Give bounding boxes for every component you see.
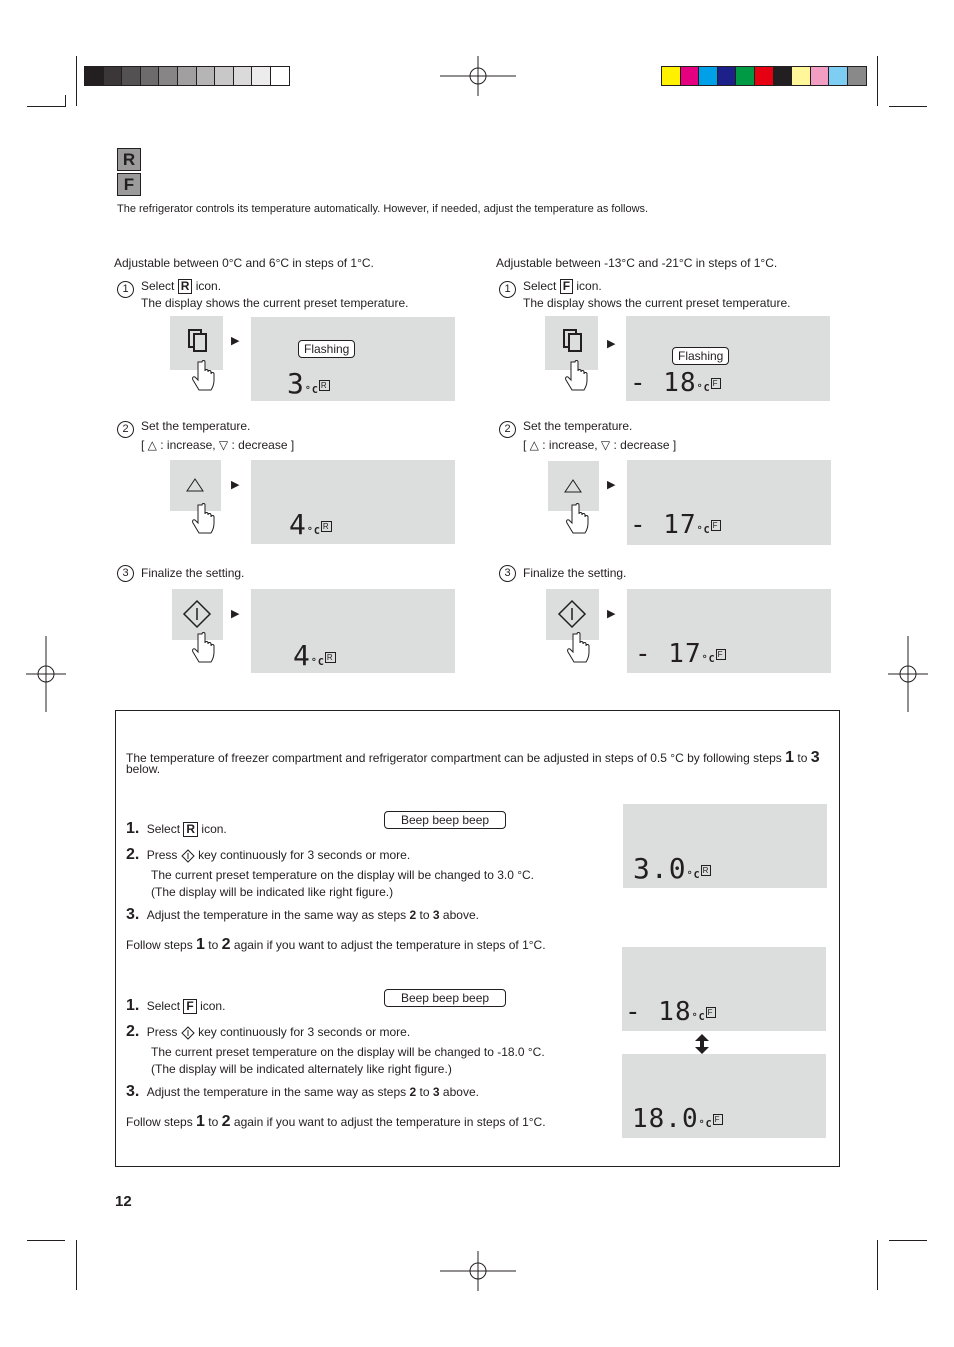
crop-mark: [65, 95, 66, 107]
arrow-right-icon: ▶: [231, 335, 240, 347]
left-step2-text: Set the temperature.: [141, 419, 251, 433]
box-intro-step-num: 3: [810, 749, 820, 766]
lcd-tag: R: [322, 521, 330, 531]
right-range-text: Adjustable between -13°C and -21°C in steps of 1°C.: [496, 256, 778, 270]
hand-pointer-icon: [565, 360, 591, 396]
lcd-unit: °C: [686, 870, 701, 881]
lcd-unit: °C: [310, 657, 325, 668]
lcd-value: - 18: [630, 368, 697, 398]
r-step-number: 3.: [126, 906, 140, 923]
left-step-number: 2: [117, 421, 134, 438]
left-step3-text: Finalize the setting.: [141, 566, 245, 580]
process-swatch: [848, 67, 866, 85]
box-intro-below: below.: [126, 762, 161, 776]
freezer-key-icon: F: [183, 999, 196, 1014]
left-range-text: Adjustable between 0°C and 6°C in steps of 1°C.: [114, 256, 374, 270]
gray-swatch: [122, 67, 140, 85]
crop-mark: [877, 1240, 878, 1290]
gray-swatch: [197, 67, 215, 85]
process-swatch: [699, 67, 717, 85]
process-swatch: [811, 67, 829, 85]
r-step3-num: 3: [432, 908, 440, 922]
process-swatch: [829, 67, 847, 85]
crop-mark: [889, 106, 927, 107]
box-intro: [126, 749, 832, 776]
f-step-number: 3.: [126, 1083, 140, 1100]
crop-mark: [889, 1240, 927, 1241]
crop-mark: [877, 56, 878, 106]
r-step3-to: to: [419, 908, 430, 922]
r-follow: [126, 936, 546, 954]
registration-mark: [888, 636, 928, 712]
lcd-unit: °C: [696, 525, 711, 536]
gray-swatch: [104, 67, 122, 85]
hand-pointer-icon: [567, 632, 593, 668]
gray-swatch: [178, 67, 196, 85]
r-follow-text: Follow steps: [126, 938, 193, 952]
r-follow-num: 2: [221, 936, 231, 953]
r-step1-select: Select: [146, 822, 181, 836]
lcd-display: [630, 510, 721, 540]
lcd-value: - 17: [635, 639, 702, 669]
freezer-icon: F: [117, 173, 141, 196]
f-step3: [126, 1083, 479, 1101]
left-step-number: 1: [117, 281, 134, 298]
right-step2-keys: [ △ : increase, ▽ : decrease ]: [523, 438, 677, 452]
f-step2: [126, 1023, 410, 1041]
r-step-number: 1.: [126, 820, 140, 837]
lcd-tag: F: [712, 521, 719, 530]
f-step3-num: 3: [432, 1085, 440, 1099]
f-step3-num: 2: [409, 1085, 417, 1099]
r-step2-line3: (The display will be indicated like right figure.): [151, 885, 394, 899]
lcd-tag: R: [702, 865, 710, 875]
r-follow-to: to: [208, 938, 219, 952]
lcd-display: [625, 997, 716, 1027]
f-step1: [126, 997, 225, 1015]
lcd-tag: R: [326, 652, 334, 662]
lcd-value: - 17: [630, 510, 697, 540]
process-swatch: [718, 67, 736, 85]
registration-mark: [440, 56, 516, 96]
refrigerator-icon: R: [117, 148, 141, 171]
f-follow: [126, 1113, 546, 1131]
gray-swatch: [141, 67, 159, 85]
right-step-number: 1: [499, 281, 516, 298]
lcd-tag: F: [712, 379, 719, 388]
refrigerator-key-icon: R: [183, 822, 198, 837]
r-follow-num: 1: [196, 936, 205, 953]
f-step3-above: above.: [442, 1085, 479, 1099]
lcd-display: [630, 368, 721, 398]
lcd-panel: [627, 589, 831, 673]
arrow-right-icon: ▶: [231, 479, 240, 491]
gray-swatch: [271, 67, 289, 85]
gray-swatch: [252, 67, 270, 85]
registration-mark: [440, 1251, 516, 1291]
lcd-display: [635, 639, 726, 669]
process-swatch: [755, 67, 773, 85]
lcd-panel: [627, 460, 831, 545]
hand-pointer-icon: [192, 503, 218, 539]
lcd-panel: [251, 460, 455, 544]
process-swatch: [662, 67, 680, 85]
right-step1-icon-word: icon.: [576, 279, 602, 293]
f-step-number: 2.: [126, 1023, 140, 1040]
left-step-number: 3: [117, 565, 134, 582]
gray-swatch: [85, 67, 103, 85]
lcd-unit: °C: [696, 383, 711, 394]
alternate-arrow-icon: [694, 1034, 710, 1054]
lcd-panel: [623, 804, 827, 888]
r-step2-line2: The current preset temperature on the display will be changed to 3.0 °C.: [151, 868, 535, 882]
process-swatch: [774, 67, 792, 85]
process-swatch: [792, 67, 810, 85]
lcd-tag: F: [714, 1115, 721, 1124]
r-step-number: 2.: [126, 846, 140, 863]
left-step2-keys: [ △ : increase, ▽ : decrease ]: [141, 438, 295, 452]
left-step1-select-text: Select: [141, 279, 175, 293]
r-step3: [126, 906, 479, 924]
f-follow-text: Follow steps: [126, 1115, 193, 1129]
lcd-display: [293, 639, 336, 672]
lcd-value: 4: [293, 639, 311, 672]
f-follow-num: 1: [196, 1113, 205, 1130]
lcd-unit: °C: [304, 385, 319, 396]
arrow-right-icon: ▶: [607, 608, 616, 620]
intro-text: The refrigerator controls its temperature automatically. However, if needed, adjust the temperature as follows.: [117, 203, 649, 215]
f-follow-to: to: [208, 1115, 219, 1129]
flashing-callout: Flashing: [298, 340, 355, 358]
lcd-tag: F: [717, 650, 724, 659]
lcd-display: [632, 1104, 723, 1134]
refrigerator-key-icon: R: [178, 279, 193, 294]
f-step1-select: Select: [146, 999, 181, 1013]
r-step3-above: above.: [442, 908, 479, 922]
f-step2-line3: (The display will be indicated alternately like right figure.): [151, 1062, 452, 1076]
lcd-unit: °C: [691, 1012, 706, 1023]
left-step1-line: [141, 279, 221, 294]
gray-swatch: [215, 67, 233, 85]
process-swatch: [681, 67, 699, 85]
lcd-panel: [622, 947, 826, 1031]
f-step-number: 1.: [126, 997, 140, 1014]
right-step1-select-text: Select: [523, 279, 557, 293]
beep-callout: Beep beep beep: [384, 989, 506, 1007]
lcd-value: 3.0: [633, 852, 687, 885]
right-step1-line: [523, 279, 602, 294]
lcd-unit: °C: [701, 654, 716, 665]
gray-swatch: [159, 67, 177, 85]
lcd-panel: [251, 589, 455, 673]
box-intro-text: The temperature of freezer compartment and refrigerator compartment can be adjusted in steps of 0.5 °C by following steps: [126, 751, 782, 765]
f-step3-to: to: [419, 1085, 430, 1099]
r-step2: [126, 846, 410, 864]
left-step1-icon-word: icon.: [195, 279, 222, 293]
lcd-tag: R: [320, 380, 328, 390]
flashing-callout: Flashing: [672, 347, 729, 365]
box-intro-to: to: [797, 751, 808, 765]
f-step3-text: Adjust the temperature in the same way as steps: [146, 1085, 407, 1099]
left-step1-sub: The display shows the current preset temperature.: [141, 296, 409, 310]
r-step3-text: Adjust the temperature in the same way as steps: [146, 908, 407, 922]
hand-pointer-icon: [566, 503, 592, 539]
right-step-number: 2: [499, 421, 516, 438]
enter-diamond-icon: [181, 849, 195, 863]
lcd-value: - 18: [625, 997, 692, 1027]
lcd-value: 18.0: [632, 1104, 699, 1134]
f-follow-num: 2: [221, 1113, 231, 1130]
lcd-panel: [626, 316, 830, 401]
r-follow-rest: again if you want to adjust the temperature in steps of 1°C.: [233, 938, 546, 952]
process-swatch: [736, 67, 754, 85]
f-step2-text: key continuously for 3 seconds or more.: [198, 1025, 411, 1039]
beep-callout: Beep beep beep: [384, 811, 506, 829]
gray-swatch: [234, 67, 252, 85]
box-intro-step-num: 1: [785, 749, 795, 766]
r-step2-text: key continuously for 3 seconds or more.: [198, 848, 411, 862]
lcd-unit: °C: [306, 526, 321, 537]
page-number: 12: [115, 1193, 132, 1210]
lcd-panel: [251, 317, 455, 401]
lcd-display: [289, 508, 332, 541]
lcd-value: 3: [287, 367, 305, 400]
registration-mark: [26, 636, 66, 712]
lcd-display: [633, 852, 711, 885]
right-step-number: 3: [499, 565, 516, 582]
f-follow-rest: again if you want to adjust the temperature in steps of 1°C.: [233, 1115, 546, 1129]
lcd-unit: °C: [698, 1119, 713, 1130]
r-step3-num: 2: [409, 908, 417, 922]
right-step2-text: Set the temperature.: [523, 419, 633, 433]
r-step2-press: Press: [146, 848, 178, 862]
crop-mark: [76, 56, 77, 106]
r-step1-icon-word: icon.: [201, 822, 227, 836]
crop-mark: [27, 106, 65, 107]
f-step2-line2: The current preset temperature on the display will be changed to -18.0 °C.: [151, 1045, 545, 1059]
r-step1: [126, 820, 227, 838]
f-step2-press: Press: [146, 1025, 178, 1039]
lcd-tag: F: [707, 1008, 714, 1017]
hand-pointer-icon: [192, 360, 218, 396]
arrow-right-icon: ▶: [607, 479, 616, 491]
arrow-right-icon: ▶: [607, 338, 616, 350]
lcd-display: [287, 367, 330, 400]
enter-diamond-icon: [181, 1026, 195, 1040]
hand-pointer-icon: [192, 632, 218, 668]
right-step1-sub: The display shows the current preset temperature.: [523, 296, 791, 310]
lcd-panel: [622, 1054, 826, 1138]
right-step3-text: Finalize the setting.: [523, 566, 627, 580]
arrow-right-icon: ▶: [231, 608, 240, 620]
crop-mark: [76, 1240, 77, 1290]
lcd-value: 4: [289, 508, 307, 541]
f-step1-icon-word: icon.: [200, 999, 226, 1013]
freezer-key-icon: F: [560, 279, 573, 294]
crop-mark: [27, 1240, 65, 1241]
